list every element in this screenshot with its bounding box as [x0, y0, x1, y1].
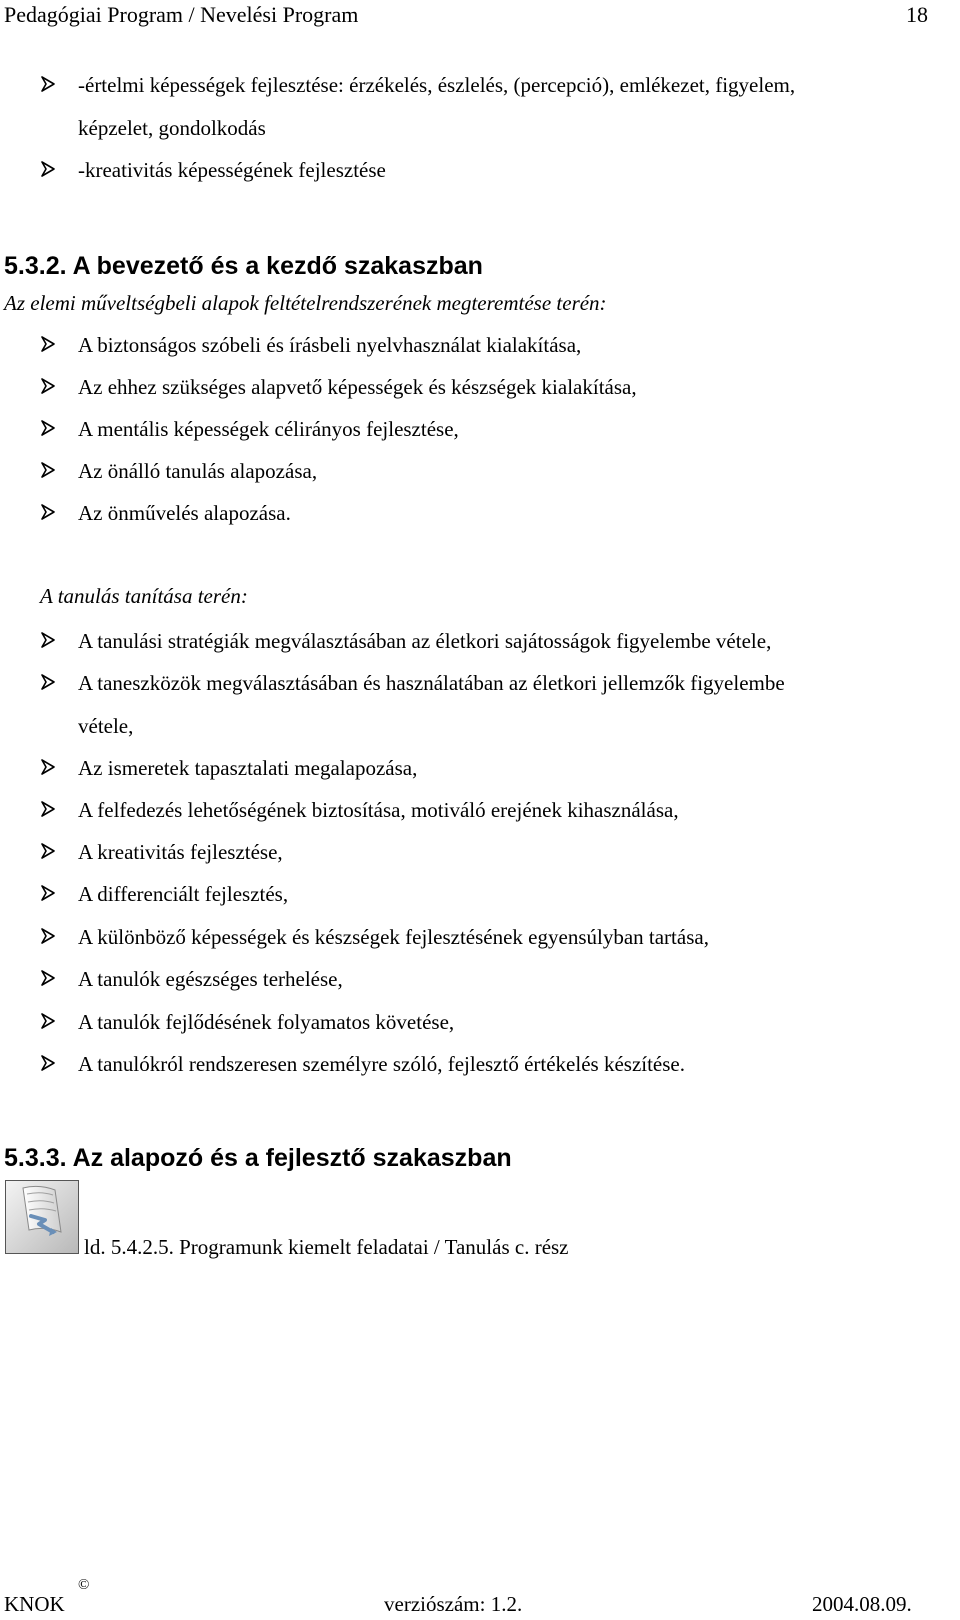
bullet-arrow-icon [40, 674, 56, 690]
list-item: A tanulók egészséges terhelése, [78, 967, 343, 991]
section-heading: 5.3.3. Az alapozó és a fejlesztő szakaszban [4, 1144, 512, 1172]
subheading: Az elemi műveltségbeli alapok feltételrendszerének megteremtése terén: [4, 291, 607, 315]
bullet-arrow-icon [40, 885, 56, 901]
bullet-arrow-icon [40, 378, 56, 394]
bullet-arrow-icon [40, 504, 56, 520]
list-item: Az ismeretek tapasztalati megalapozása, [78, 756, 418, 780]
list-item: -értelmi képességek fejlesztése: érzékelés, észlelés, (percepció), emlékezet, figyelem, [78, 73, 796, 97]
bullet-arrow-icon [40, 1013, 56, 1029]
bullet-arrow-icon [40, 843, 56, 859]
bullet-arrow-icon [40, 801, 56, 817]
footer-org: KNOK [4, 1592, 65, 1616]
list-item: vétele, [78, 714, 134, 738]
document-reference-icon [5, 1180, 79, 1254]
list-item: A taneszközök megválasztásában és használatában az életkori jellemzők figyelembe [78, 671, 785, 695]
list-item: A kreativitás fejlesztése, [78, 840, 283, 864]
bullet-arrow-icon [40, 928, 56, 944]
bullet-arrow-icon [40, 161, 56, 177]
footer-version: verziószám: 1.2. [384, 1592, 523, 1616]
list-item: Az önálló tanulás alapozása, [78, 459, 318, 483]
bullet-arrow-icon [40, 420, 56, 436]
bullet-arrow-icon [40, 462, 56, 478]
list-item: A mentális képességek célirányos fejlesztése, [78, 417, 459, 441]
list-item: A differenciált fejlesztés, [78, 882, 289, 906]
copyright-symbol: © [78, 1577, 90, 1593]
reference-text: ld. 5.4.2.5. Programunk kiemelt feladatai / Tanulás c. rész [84, 1235, 569, 1259]
page-number: 18 [906, 2, 928, 27]
list-item: Az ehhez szükséges alapvető képességek és készségek kialakítása, [78, 375, 637, 399]
bullet-arrow-icon [40, 76, 56, 92]
subheading: A tanulás tanítása terén: [40, 584, 248, 608]
bullet-arrow-icon [40, 336, 56, 352]
list-item: A tanulók fejlődésének folyamatos követése, [78, 1010, 455, 1034]
header-title: Pedagógiai Program / Nevelési Program [4, 2, 359, 27]
bullet-arrow-icon [40, 759, 56, 775]
list-item: Az önművelés alapozása. [78, 501, 291, 525]
list-item: A tanulási stratégiák megválasztásában az életkori sajátosságok figyelembe vétele, [78, 629, 772, 653]
list-item: A biztonságos szóbeli és írásbeli nyelvhasználat kialakítása, [78, 333, 582, 357]
bullet-arrow-icon [40, 632, 56, 648]
list-item: A tanulókról rendszeresen személyre szóló, fejlesztő értékelés készítése. [78, 1052, 686, 1076]
list-item: képzelet, gondolkodás [78, 116, 266, 140]
list-item: A felfedezés lehetőségének biztosítása, motiváló erejének kihasználása, [78, 798, 679, 822]
list-item: -kreativitás képességének fejlesztése [78, 158, 386, 182]
bullet-arrow-icon [40, 1055, 56, 1071]
footer-date: 2004.08.09. [812, 1592, 912, 1616]
bullet-arrow-icon [40, 970, 56, 986]
list-item: A különböző képességek és készségek fejlesztésének egyensúlyban tartása, [78, 925, 709, 949]
section-heading: 5.3.2. A bevezető és a kezdő szakaszban [4, 252, 483, 280]
